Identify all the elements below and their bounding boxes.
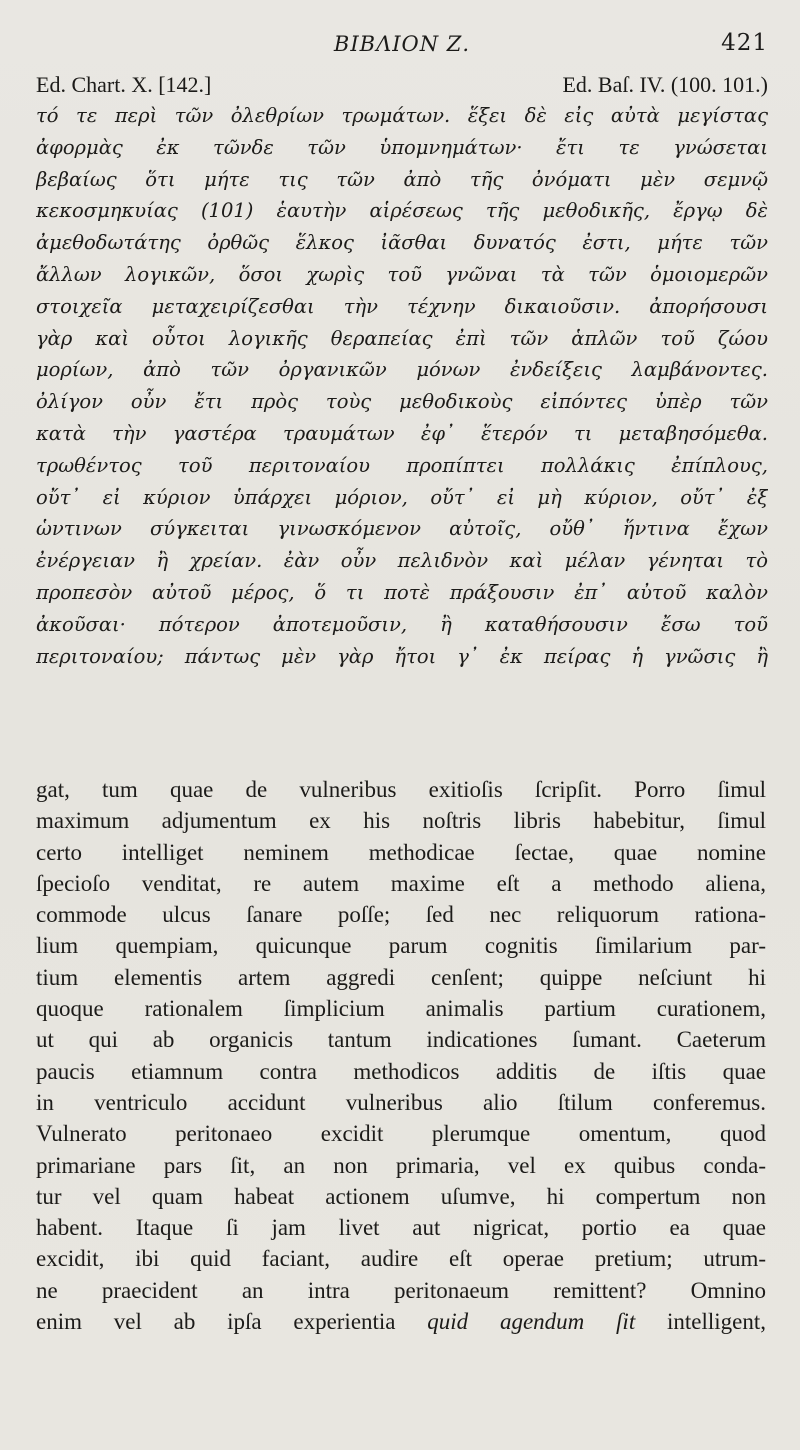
latin-line: primariane pars ſit, an non primaria, vel ex quibus conda- xyxy=(36,1152,766,1178)
edition-references xyxy=(36,70,768,100)
greek-line: τό τε περὶ τῶν ὀλεθρίων τρωμάτων. ἕξει δὲ εἰς αὐτὰ μεγίστας xyxy=(36,104,768,127)
latin-text-segment: intelligent, xyxy=(635,1309,766,1335)
greek-line: βεβαίως ὅτι μήτε τις τῶν ἀπὸ τῆς ὀνόματι μὲν σεμνῷ xyxy=(36,167,768,191)
running-head xyxy=(36,30,768,60)
greek-line: στοιχεῖα μεταχειρίζεσθαι τὴν τέχνην δικαιοῦσιν. ἀπορήσουσι xyxy=(36,294,768,318)
greek-line: ἀκοῦσαι· πότερον ἀποτεμοῦσιν, ἢ καταθήσουσιν ἔσω τοῦ xyxy=(36,612,768,636)
greek-line: ἀμεθοδωτάτης ὀρθῶς ἕλκος ἰᾶσθαι δυνατός ἐστι, μήτε τῶν xyxy=(36,231,768,255)
italic-phrase: quid agendum ſit xyxy=(427,1309,636,1335)
latin-line: maximum adjumentum ex his noſtris libris habebitur, ſimul xyxy=(36,808,766,834)
greek-line: μορίων, ἀπὸ τῶν ὀργανικῶν μόνων ἐνδείξεις λαμβάνοντες. xyxy=(36,358,768,382)
latin-line: paucis etiamnum contra methodicos additis de iſtis quae xyxy=(36,1058,766,1084)
greek-line: ὀλίγον οὖν ἔτι πρὸς τοὺς μεθοδικοὺς εἰπόντες ὑπὲρ τῶν xyxy=(36,390,768,414)
greek-line: κεκοσμηκυίας (101) ἑαυτὴν αἱρέσεως τῆς μεθοδικῆς, ἔργῳ δὲ xyxy=(36,199,768,223)
greek-line: περιτοναίου; πάντως μὲν γὰρ ἤτοι γ᾽ ἐκ πείρας ἡ γνῶσις ἢ xyxy=(36,644,768,668)
greek-line: γὰρ καὶ οὗτοι λογικῆς θεραπείας ἐπὶ τῶν ἁπλῶν τοῦ ζώου xyxy=(36,326,768,350)
latin-text-block xyxy=(36,774,766,1337)
greek-line: ἄλλων λογικῶν, ὅσοι χωρὶς τοῦ γνῶναι τὰ τῶν ὁμοιομερῶν xyxy=(36,262,768,286)
latin-line: gat, tum quae de vulneribus exitioſis ſcripſit. Porro ſimul xyxy=(36,777,766,802)
page-number: 421 xyxy=(721,30,768,56)
greek-line: ἐνέργειαν ἢ χρείαν. ἐὰν οὖν πελιδνὸν καὶ μέλαν γένηται τὸ xyxy=(36,549,768,573)
latin-line: habent. Itaque ſi jam livet aut nigricat, portio ea quae xyxy=(36,1215,766,1241)
latin-line: tium elementis artem aggredi cenſent; quippe neſciunt hi xyxy=(36,964,766,990)
latin-line: certo intelliget neminem methodicae ſectae, quae nomine xyxy=(36,839,766,865)
running-title: ΒΙΒΛΙΟΝ Ζ. xyxy=(333,32,471,56)
latin-text-segment: enim vel ab ipſa experientia xyxy=(36,1309,428,1335)
latin-line: ne praecident an intra peritonaeum remittent? Omnino xyxy=(36,1277,766,1303)
greek-line: τρωθέντος τοῦ περιτοναίου προπίπτει πολλάκις ἐπίπλους, xyxy=(36,453,768,477)
edition-chartier-ref: Ed. Chart. X. [142.] xyxy=(36,72,212,97)
greek-line: ἀφορμὰς ἐκ τῶνδε τῶν ὑπομνημάτων· ἔτι τε γνώσεται xyxy=(36,135,768,159)
greek-line: ὡντινων σύγκειται γινωσκόμενον αὐτοῖς, οὔθ᾽ ἥντινα ἔχων xyxy=(36,517,768,541)
edition-basel-ref: Ed. Baſ. IV. (100. 101.) xyxy=(562,72,768,97)
latin-line: quoque rationalem ſimplicium animalis partium curationem, xyxy=(36,996,766,1022)
latin-line: Vulnerato peritonaeo excidit plerumque omentum, quod xyxy=(36,1121,766,1147)
greek-text-block xyxy=(36,100,768,672)
greek-line: προπεσὸν αὐτοῦ μέρος, ὅ τι ποτὲ πράξουσιν ἐπ᾽ αὐτοῦ καλὸν xyxy=(36,580,768,604)
greek-line: κατὰ τὴν γαστέρα τραυμάτων ἐφ᾽ ἕτερόν τι μεταβησόμεθα. xyxy=(36,421,768,445)
latin-line: ſpecioſo venditat, re autem maxime eſt a methodo aliena, xyxy=(36,870,766,896)
latin-line-with-italic xyxy=(36,1306,766,1337)
latin-line: tur vel quam habeat actionem uſumve, hi compertum non xyxy=(36,1183,766,1209)
latin-line: lium quempiam, quicunque parum cognitis ſimilarium par- xyxy=(36,933,766,959)
latin-line: excidit, ibi quid faciant, audire eſt operae pretium; utrum- xyxy=(36,1246,766,1272)
latin-line: in ventriculo accidunt vulneribus alio ſtilum conferemus. xyxy=(36,1089,766,1115)
latin-line: ut qui ab organicis tantum indicationes ſumant. Caeterum xyxy=(36,1027,766,1053)
latin-line: commode ulcus ſanare poſſe; ſed nec reliquorum rationa- xyxy=(36,902,766,928)
greek-line: οὔτ᾽ εἰ κύριον ὑπάρχει μόριον, οὔτ᾽ εἰ μὴ κύριον, οὔτ᾽ ἐξ xyxy=(36,485,768,509)
